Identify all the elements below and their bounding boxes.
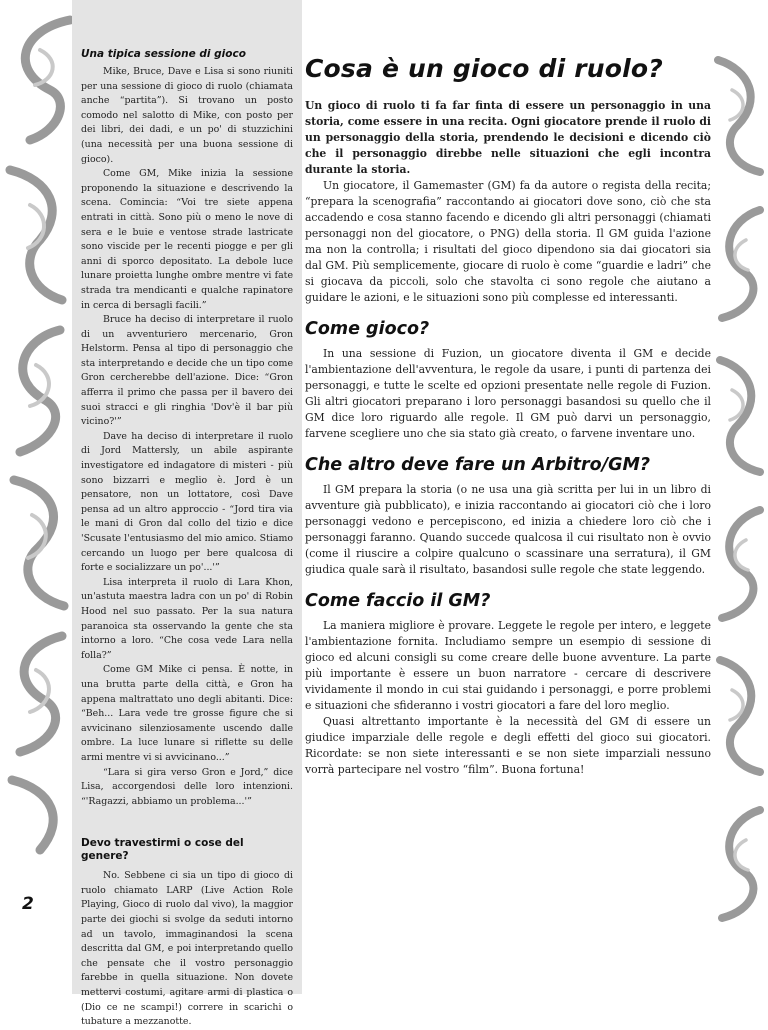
section-come-gioco	[305, 318, 711, 442]
ornament-scroll-right	[710, 0, 768, 994]
ornament-scroll-left	[0, 0, 74, 994]
main-column	[305, 52, 711, 790]
sidebar-paragraph: Bruce ha deciso di interpretare il ruolo di un avventuriero mercenario, Gron Helstorm. Pensa al tipo di personaggio che sta interpretando e decide che un tipo come Gron cercherebbe dell'azione. Dice: “Gron afferra il primo che passa per il bavero dei suoi stracci e gli ringhia 'Dov'è il bar più vicino?'”	[81, 314, 293, 428]
section-paragraph: Quasi altrettanto importante è la necessità del GM di essere un giudice imparziale delle regole e degli effetti del gioco sui giocatori. Ricordate: se non siete interessanti e se non siete imparziali nessuno vorrà partecipare nel vostro “film”. Buona fortuna!	[305, 715, 711, 776]
sidebar-paragraph: No. Sebbene ci sia un tipo di gioco di ruolo chiamato LARP (Live Action Role Playing, Gioco di ruolo dal vivo), la maggior parte dei giochi si svolge da seduti intorno ad un tavolo, immaginandosi la scena descritta dal GM, e poi interpretando quello che pensate che il vostro personaggio farebbe in quella situazione. Non dovete mettervi costumi, agitare armi di plastica o (Dio ce ne scampi!) correre in scarichi o tubature a mezzanotte.	[81, 870, 293, 1028]
right-ornament-border	[710, 0, 768, 994]
intro-body-paragraph: Un giocatore, il Gamemaster (GM) fa da autore o regista della recita; “prepara la scenografia” raccontando ai giocatori dove sono, ciò che sta accadendo e cosa stanno facendo e dicendo gli altri personaggi (chiamati personaggi non del giocatore, o PNG) della storia. Il GM guida l'azione ma non la controlla; i risultati del gioco dipendono sia dai giocatori sia dal GM. Più semplicemente, giocare di ruolo è come “guardie e ladri” che si giocava da piccoli, solo che stavolta ci sono regole che aiutano a guidare le azioni, e le situazioni sono più complesse ed interessanti.	[305, 179, 711, 304]
sidebar-content	[81, 48, 293, 1030]
page-number: 2	[22, 894, 34, 914]
sidebar-paragraph: Lisa interpreta il ruolo di Lara Khon, un'astuta maestra ladra con un po' di Robin Hood nel suo passato. Per la sua natura paranoica sta osservando la gente che sta intorno a loro. “Che cosa vede Lara nella folla?”	[81, 576, 293, 661]
section-come-faccio-gm	[305, 590, 711, 778]
sidebar-paragraph: Come GM, Mike inizia la sessione proponendo la situazione e descrivendo la scena. Comincia: “Voi tre siete appena entrati in città. Sono più o meno le nove di sera e le buie e ventose strade lastricate sono viscide per le recenti piogge e per gli anni di sporco depositato. La debole luce lunare proietta lunghe ombre mentre vi fate strada tra mendicanti e qualche rapinatore in cerca di bersagli facili.”	[81, 168, 293, 311]
sidebar-box1-title: Una tipica sessione di gioco	[81, 48, 246, 60]
sidebar-paragraph: “Lara si gira verso Gron e Jord,” dice Lisa, accorgendosi delle loro intenzioni. “'Ragazzi, abbiamo un problema...'”	[81, 766, 293, 807]
sidebar-paragraph: Come GM Mike ci pensa. È notte, in una brutta parte della città, e Gron ha appena maltrattato uno degli abitanti. Dice: “Beh... Lara vede tre grosse figure che si avvicinano silenziosamente uscendo dalle ombre. La luce lunare si riflette su delle armi mentre vi si avvicinano...”	[81, 664, 293, 763]
intro-section	[305, 98, 711, 306]
section-heading: Come gioco?	[305, 319, 430, 339]
sidebar-box2-text	[81, 869, 293, 1030]
intro-lead-paragraph: Un gioco di ruolo ti fa far finta di essere un personaggio in una storia, come essere in una recita. Ogni giocatore prende il ruolo di un personaggio della storia, prendendo le decisioni e dicendo ciò che il personaggio direbbe nelle situazioni che egli incontra durante la storia.	[305, 99, 711, 176]
sidebar-box2-title: Devo travestirmi o cose del genere?	[81, 837, 244, 863]
section-heading: Che altro deve fare un Arbitro/GM?	[305, 455, 651, 475]
section-arbitro	[305, 454, 711, 578]
sidebar-paragraph: Mike, Bruce, Dave e Lisa si sono riuniti per una sessione di gioco di ruolo (chiamata anche “partita”). Si trovano un posto comodo nel salotto di Mike, con posto per dei libri, dei dadi, e un po' di stuzzichini (una necessità per una buona sessione di gioco).	[81, 66, 293, 165]
section-paragraph: Il GM prepara la storia (o ne usa una già scritta per lui in un libro di avventure già pubblicato), e inizia raccontando ai giocatori ciò che i loro personaggi vedono e percepiscono, ed inizia a chiedere loro ciò che i personaggi faranno. Quando succede qualcosa il cui risultato non è ovvio (come il riuscire a colpire qualcuno o scassinare una serratura), il GM giudica quale sarà il risultato, basandosi sulle regole che state leggendo.	[305, 483, 711, 576]
section-paragraph: In una sessione di Fuzion, un giocatore diventa il GM e decide l'ambientazione dell'avventura, le regole da usare, i punti di partenza dei personaggi, e tutte le scelte ed opzioni presentate nelle regole di Fuzion. Gli altri giocatori preparano i loro personaggi basandosi su quello che il GM dice loro riguardo alle regole. Il GM può darvi un personaggio, farvene scegliere uno che sia stato già creato, o farvene inventare uno.	[305, 347, 711, 440]
page-title: Cosa è un gioco di ruolo?	[305, 54, 663, 83]
sidebar-box1-text	[81, 65, 293, 809]
sidebar-paragraph: Dave ha deciso di interpretare il ruolo di Jord Mattersly, un abile aspirante investigatore ed indagatore di misteri - più sono bizzarri e meglio è. Jord è un pensatore, non un lottatore, così Dave pensa ad un altro approccio - “Jord tira via le mani di Gron dal collo del tizio e dice 'Scusate l'entusiasmo del mio amico. Stiamo cercando un luogo per bere qualcosa di forte e socializzare un po'...'”	[81, 430, 293, 574]
section-paragraph: La maniera migliore è provare. Leggete le regole per intero, e leggete l'ambientazione fornita. Includiamo sempre un esempio di sessione di gioco ed alcuni consigli su come creare delle buone avventure. La parte più importante è essere un buon narratore - cercare di descrivere vividamente il mondo in cui stai guidando i personaggi, e porre problemi e situazioni che sfideranno i vostri giocatori a fare del loro meglio.	[305, 619, 711, 712]
section-heading: Come faccio il GM?	[305, 591, 491, 611]
left-ornament-border	[0, 0, 74, 994]
